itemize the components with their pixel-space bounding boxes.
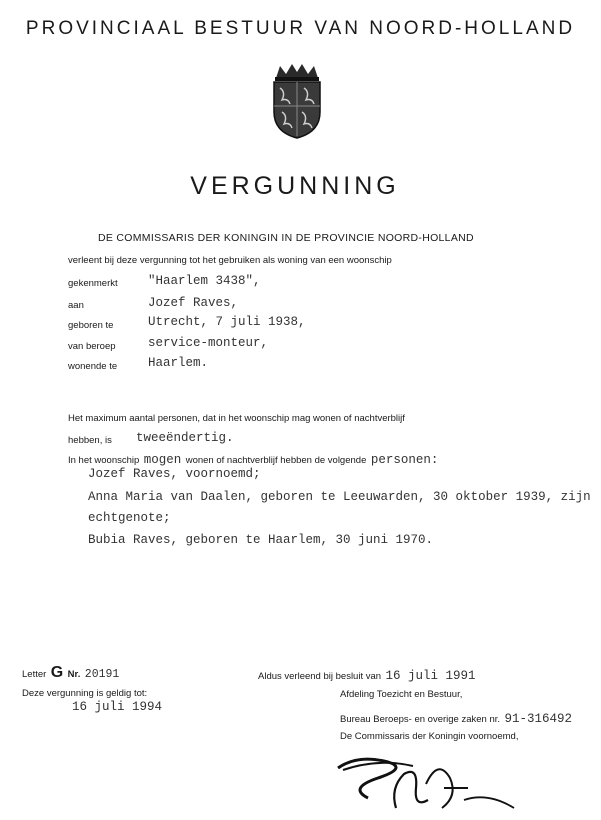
- field-value-van-beroep: service-monteur,: [148, 336, 269, 350]
- signatory: De Commissaris der Koningin voornoemd,: [340, 731, 519, 742]
- max-persons-value: tweeëndertig.: [136, 431, 234, 445]
- persons-intro: [68, 450, 438, 468]
- department: Afdeling Toezicht en Bestuur,: [340, 689, 463, 700]
- field-label-van-beroep: van beroep: [68, 341, 116, 352]
- persons-intro-d: personen:: [370, 453, 439, 467]
- persons-intro-a: In het woonschip: [68, 455, 140, 466]
- person-line-1: Jozef Raves, voornoemd;: [88, 467, 261, 481]
- persons-intro-c: wonen of nachtverblijf hebben de volgende: [185, 455, 367, 466]
- person-line-3: echtgenote;: [88, 511, 171, 525]
- letter-value: G: [50, 664, 64, 681]
- nr-label: Nr.: [67, 669, 81, 680]
- field-value-geboren-te: Utrecht, 7 juli 1938,: [148, 315, 306, 329]
- field-value-gekenmerkt: "Haarlem 3438",: [148, 274, 261, 288]
- issuing-authority: DE COMMISSARIS DER KONINGIN IN DE PROVINCIE NOORD-HOLLAND: [98, 232, 474, 244]
- field-value-wonende-te: Haarlem.: [148, 356, 209, 370]
- nr-value: 20191: [84, 668, 120, 681]
- field-value-aan: Jozef Raves,: [148, 296, 239, 310]
- letter-number: [22, 664, 119, 682]
- field-label-wonende-te: wonende te: [68, 361, 118, 372]
- validity-label: Deze vergunning is geldig tot:: [22, 688, 148, 699]
- max-persons-text: Het maximum aantal personen, dat in het woonschip mag wonen of nachtverblijf: [68, 413, 405, 424]
- field-label-gekenmerkt: gekenmerkt: [68, 278, 118, 289]
- bureau-line: [340, 709, 572, 727]
- granted-line: [258, 666, 476, 684]
- granted-label: Aldus verleend bij besluit van: [258, 671, 382, 682]
- letter-label: Letter: [22, 669, 47, 680]
- field-label-geboren-te: geboren te: [68, 320, 114, 331]
- validity-value: 16 juli 1994: [72, 700, 163, 714]
- signature-icon: [318, 748, 538, 820]
- granted-value: 16 juli 1991: [385, 669, 476, 683]
- grant-text: verleent bij deze vergunning tot het gebruiken als woning van een woonschip: [68, 255, 392, 266]
- max-persons-label: hebben, is: [68, 435, 112, 446]
- persons-intro-b: mogen: [143, 453, 182, 467]
- bureau-value: 91-316492: [504, 712, 572, 726]
- bureau-label: Bureau Beroeps- en overige zaken nr.: [340, 714, 501, 725]
- person-line-4: Bubia Raves, geboren te Haarlem, 30 juni 1970.: [88, 533, 434, 547]
- document-title: VERGUNNING: [190, 172, 400, 200]
- coat-of-arms-icon: [268, 62, 326, 140]
- field-label-aan: aan: [68, 300, 84, 311]
- person-line-2: Anna Maria van Daalen, geboren te Leeuwarden, 30 oktober 1939, zijn: [88, 490, 591, 504]
- document-header: PROVINCIAAL BESTUUR VAN NOORD-HOLLAND: [25, 18, 576, 39]
